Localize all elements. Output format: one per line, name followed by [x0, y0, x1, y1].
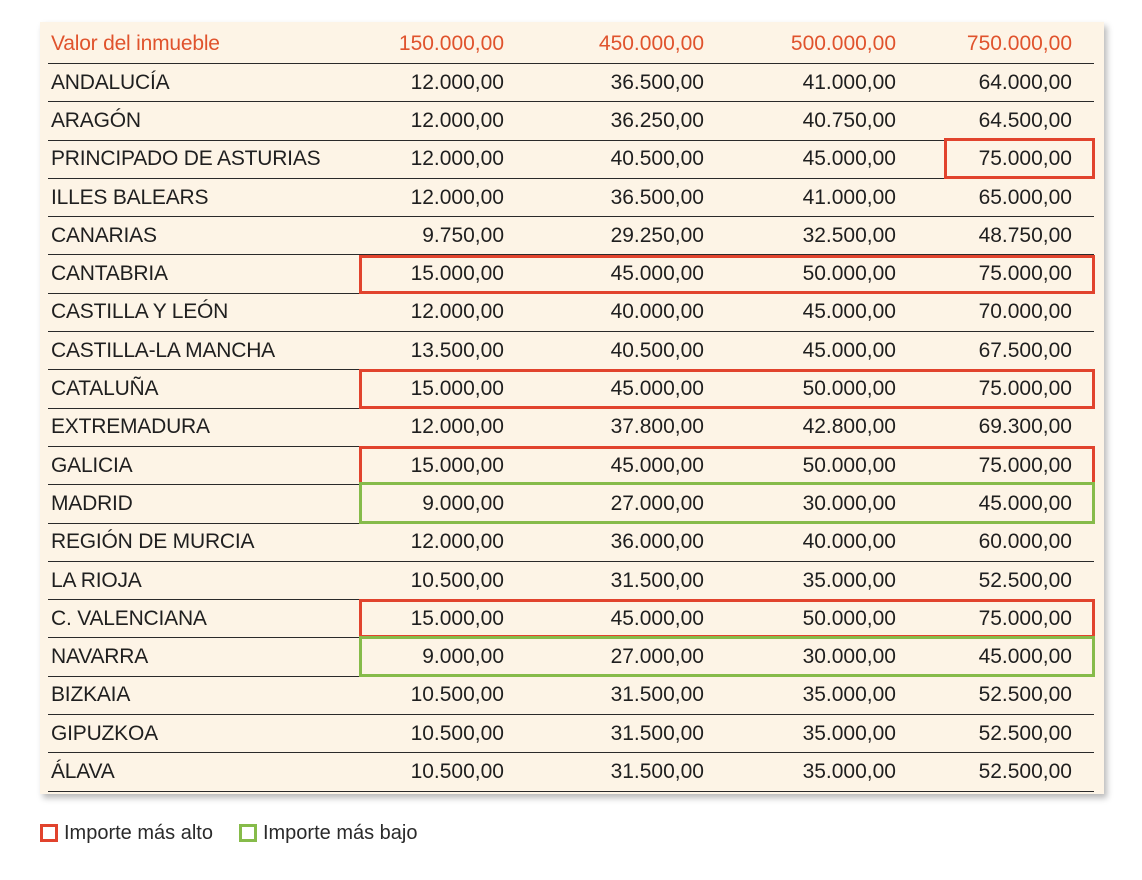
- amount-cell: 37.800,00: [610, 415, 704, 439]
- region-name: CASTILLA-LA MANCHA: [51, 338, 275, 362]
- header-value-3: 500.000,00: [790, 31, 896, 55]
- amount-cell: 45.000,00: [978, 645, 1072, 669]
- table-row: [48, 524, 1094, 562]
- legend-highest: [40, 822, 213, 845]
- amount-cell: 45.000,00: [610, 453, 704, 477]
- amount-cell: 70.000,00: [978, 300, 1072, 324]
- amount-cell: 29.250,00: [610, 223, 704, 247]
- region-name: EXTREMADURA: [51, 415, 210, 439]
- table-row: [48, 141, 1094, 179]
- header-value-2: 450.000,00: [598, 31, 704, 55]
- amount-cell: 40.000,00: [610, 300, 704, 324]
- amount-cell: 64.500,00: [978, 108, 1072, 132]
- green-square-icon: [239, 824, 257, 842]
- amount-cell: 45.000,00: [610, 262, 704, 286]
- amount-cell: 27.000,00: [610, 645, 704, 669]
- amount-cell: 10.500,00: [410, 721, 504, 745]
- amount-cell: 41.000,00: [802, 185, 896, 209]
- amount-cell: 10.500,00: [410, 568, 504, 592]
- legend-lowest: [239, 822, 418, 845]
- table-row: [48, 332, 1094, 370]
- amount-cell: 45.000,00: [802, 300, 896, 324]
- amount-cell: 31.500,00: [610, 759, 704, 783]
- region-name: ANDALUCÍA: [51, 70, 170, 94]
- amount-cell: 60.000,00: [978, 530, 1072, 554]
- table-row: [48, 217, 1094, 255]
- region-name: CANARIAS: [51, 223, 157, 247]
- amount-cell: 12.000,00: [410, 300, 504, 324]
- amount-cell: 36.500,00: [610, 185, 704, 209]
- amount-cell: 40.500,00: [610, 147, 704, 171]
- amount-cell: 35.000,00: [802, 568, 896, 592]
- region-name: CATALUÑA: [51, 377, 159, 401]
- table-row: [48, 102, 1094, 140]
- region-name: NAVARRA: [51, 645, 149, 669]
- header-label: Valor del inmueble: [51, 31, 220, 55]
- table-row: [48, 255, 1094, 293]
- amount-cell: 75.000,00: [978, 147, 1072, 171]
- region-name: MADRID: [51, 491, 133, 515]
- amount-cell: 45.000,00: [802, 147, 896, 171]
- region-name: ÁLAVA: [51, 759, 115, 783]
- tax-table: [48, 24, 1094, 792]
- table-header-row: [48, 24, 1094, 64]
- amount-cell: 52.500,00: [978, 683, 1072, 707]
- amount-cell: 48.750,00: [978, 223, 1072, 247]
- amount-cell: 10.500,00: [410, 759, 504, 783]
- legend-lowest-label: Importe más bajo: [262, 821, 418, 844]
- amount-cell: 75.000,00: [978, 453, 1072, 477]
- header-value-4: 750.000,00: [966, 31, 1072, 55]
- amount-cell: 10.500,00: [410, 683, 504, 707]
- amount-cell: 15.000,00: [410, 377, 504, 401]
- amount-cell: 41.000,00: [802, 70, 896, 94]
- region-name: PRINCIPADO DE ASTURIAS: [51, 147, 321, 171]
- amount-cell: 12.000,00: [410, 185, 504, 209]
- amount-cell: 75.000,00: [978, 606, 1072, 630]
- region-name: C. VALENCIANA: [51, 606, 207, 630]
- amount-cell: 31.500,00: [610, 683, 704, 707]
- amount-cell: 35.000,00: [802, 759, 896, 783]
- amount-cell: 9.000,00: [422, 645, 504, 669]
- legend-highest-label: Importe más alto: [64, 821, 213, 844]
- amount-cell: 31.500,00: [610, 721, 704, 745]
- amount-cell: 45.000,00: [610, 606, 704, 630]
- table-row: [48, 179, 1094, 217]
- amount-cell: 45.000,00: [978, 491, 1072, 515]
- amount-cell: 36.000,00: [610, 530, 704, 554]
- amount-cell: 30.000,00: [802, 491, 896, 515]
- table-row: [48, 447, 1094, 485]
- table-row: [48, 715, 1094, 753]
- amount-cell: 45.000,00: [610, 377, 704, 401]
- amount-cell: 40.750,00: [802, 108, 896, 132]
- amount-cell: 52.500,00: [978, 568, 1072, 592]
- region-name: ILLES BALEARS: [51, 185, 209, 209]
- table-row: [48, 600, 1094, 638]
- table-row: [48, 294, 1094, 332]
- header-value-1: 150.000,00: [398, 31, 504, 55]
- region-name: LA RIOJA: [51, 568, 142, 592]
- amount-cell: 12.000,00: [410, 70, 504, 94]
- amount-cell: 12.000,00: [410, 108, 504, 132]
- amount-cell: 12.000,00: [410, 530, 504, 554]
- amount-cell: 31.500,00: [610, 568, 704, 592]
- amount-cell: 64.000,00: [978, 70, 1072, 94]
- amount-cell: 12.000,00: [410, 147, 504, 171]
- amount-cell: 15.000,00: [410, 453, 504, 477]
- region-name: CANTABRIA: [51, 262, 168, 286]
- region-name: REGIÓN DE MURCIA: [51, 530, 255, 554]
- amount-cell: 52.500,00: [978, 759, 1072, 783]
- table-row: [48, 485, 1094, 523]
- legend: [40, 820, 443, 846]
- amount-cell: 15.000,00: [410, 606, 504, 630]
- table-row: [48, 638, 1094, 676]
- amount-cell: 40.500,00: [610, 338, 704, 362]
- amount-cell: 12.000,00: [410, 415, 504, 439]
- amount-cell: 42.800,00: [802, 415, 896, 439]
- table-row: [48, 677, 1094, 715]
- amount-cell: 40.000,00: [802, 530, 896, 554]
- region-name: GIPUZKOA: [51, 721, 158, 745]
- amount-cell: 75.000,00: [978, 262, 1072, 286]
- amount-cell: 36.250,00: [610, 108, 704, 132]
- amount-cell: 65.000,00: [978, 185, 1072, 209]
- region-name: CASTILLA Y LEÓN: [51, 300, 229, 324]
- amount-cell: 13.500,00: [410, 338, 504, 362]
- amount-cell: 75.000,00: [978, 377, 1072, 401]
- amount-cell: 69.300,00: [978, 415, 1072, 439]
- amount-cell: 9.750,00: [422, 223, 504, 247]
- amount-cell: 35.000,00: [802, 721, 896, 745]
- amount-cell: 32.500,00: [802, 223, 896, 247]
- amount-cell: 36.500,00: [610, 70, 704, 94]
- amount-cell: 27.000,00: [610, 491, 704, 515]
- region-name: GALICIA: [51, 453, 133, 477]
- amount-cell: 50.000,00: [802, 606, 896, 630]
- region-name: ARAGÓN: [51, 108, 141, 132]
- amount-cell: 15.000,00: [410, 262, 504, 286]
- amount-cell: 67.500,00: [978, 338, 1072, 362]
- amount-cell: 52.500,00: [978, 721, 1072, 745]
- amount-cell: 50.000,00: [802, 377, 896, 401]
- table-row: [48, 64, 1094, 102]
- amount-cell: 50.000,00: [802, 262, 896, 286]
- amount-cell: 9.000,00: [422, 491, 504, 515]
- amount-cell: 50.000,00: [802, 453, 896, 477]
- table-row: [48, 562, 1094, 600]
- amount-cell: 35.000,00: [802, 683, 896, 707]
- red-square-icon: [40, 824, 58, 842]
- table-row: [48, 409, 1094, 447]
- region-name: BIZKAIA: [51, 683, 131, 707]
- amount-cell: 45.000,00: [802, 338, 896, 362]
- amount-cell: 30.000,00: [802, 645, 896, 669]
- table-row: [48, 753, 1094, 791]
- table-row: [48, 370, 1094, 408]
